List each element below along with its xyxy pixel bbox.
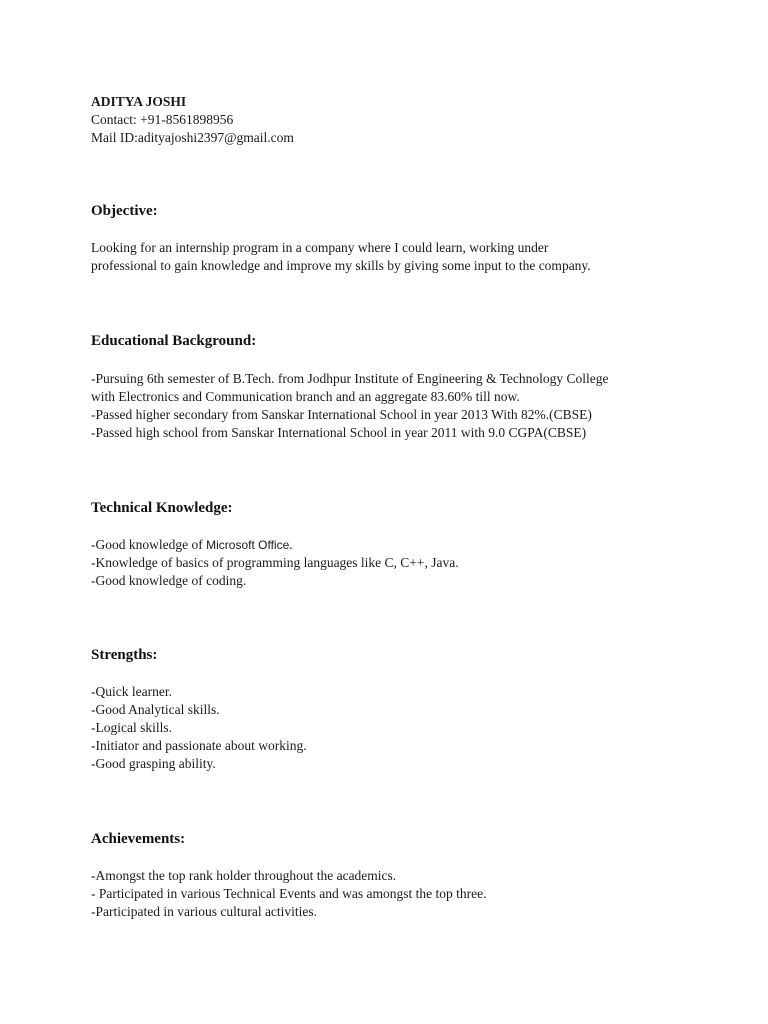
strengths-heading: Strengths: [91,647,158,663]
education-section [91,331,741,351]
strength-item: -Initiator and passionate about working. [91,738,307,753]
strengths-section [91,645,741,665]
technical-item1-suffix: . [289,537,293,552]
objective-line: Looking for an internship program in a company where I could learn, working under [91,240,549,255]
education-body [91,370,741,442]
technical-body [91,536,741,590]
achievement-item: -Amongst the top rank holder throughout the academics. [91,868,397,883]
strength-item: -Good grasping ability. [91,756,216,771]
education-line: -Pursuing 6th semester of B.Tech. from Jodhpur Institute of Engineering & Technology College [91,371,609,386]
achievement-item: -Participated in various cultural activities. [91,904,318,919]
education-line: -Passed higher secondary from Sanskar International School in year 2013 With 82%.(CBSE) [91,407,592,422]
education-line: with Electronics and Communication branch and an aggregate 83.60% till now. [91,389,520,404]
objective-body [91,239,741,275]
candidate-name: ADITYA JOSHI [91,94,187,109]
achievement-item: - Participated in various Technical Events and was amongst the top three. [91,886,487,901]
education-line: -Passed high school from Sanskar International School in year 2011 with 9.0 CGPA(CBSE) [91,425,587,440]
achievements-body [91,867,741,921]
technical-line: -Knowledge of basics of programming languages like C, C++, Java. [91,555,459,570]
strengths-body [91,683,741,773]
contact-line: Contact: +91-8561898956 [91,112,234,127]
mail-line: Mail ID:adityajoshi2397@gmail.com [91,130,294,145]
education-heading: Educational Background: [91,333,257,349]
objective-heading: Objective: [91,203,158,219]
strength-item: -Logical skills. [91,720,172,735]
microsoft-office-text: Microsoft Office [206,538,290,552]
technical-line [91,536,741,554]
resume-header [91,93,741,147]
technical-line: -Good knowledge of coding. [91,573,247,588]
technical-item1-prefix: -Good knowledge of [91,537,207,552]
achievements-heading: Achievements: [91,831,186,847]
technical-heading: Technical Knowledge: [91,500,233,516]
strength-item: -Quick learner. [91,684,172,699]
technical-section [91,498,741,518]
achievements-section [91,829,741,849]
objective-section [91,201,741,221]
strength-item: -Good Analytical skills. [91,702,220,717]
objective-line: professional to gain knowledge and improve my skills by giving some input to the company. [91,258,591,273]
